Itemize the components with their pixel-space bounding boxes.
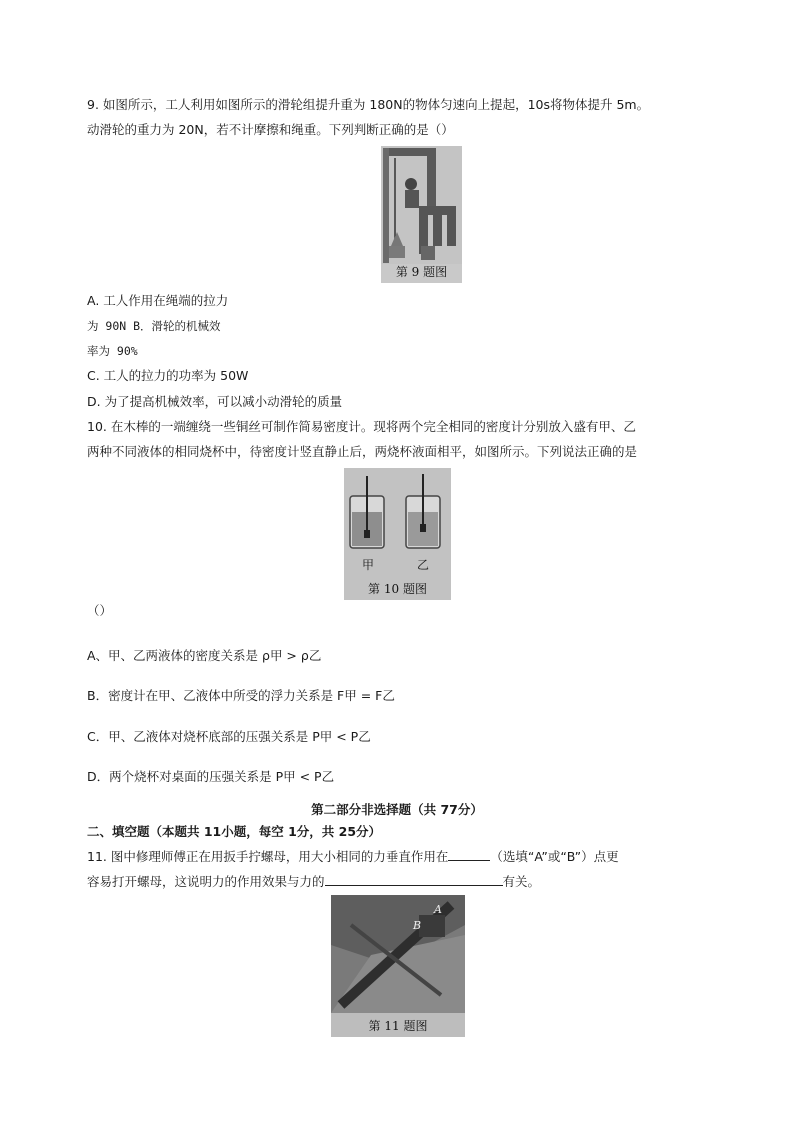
q9-figure-caption: 第 9 题图 (395, 265, 448, 279)
q10-paren: （） (87, 603, 113, 618)
q10-stem-line1: 10. 在木棒的一端缠绕一些铜丝可制作简易密度计。现将两个完全相同的密度计分别放入盛有甲、乙 (87, 419, 636, 434)
pulley-diagram (381, 146, 462, 264)
section-heading: 二、填空题（本题共 11小题，每空 1分，共 25分） (87, 824, 382, 839)
q10-stem-line2: 两种不同液体的相同烧杯中，待密度计竖直静止后，两烧杯液面相平，如图所示。下列说法正确的是 (87, 444, 638, 459)
q10-option-d: D．两个烧杯对桌面的压强关系是 P甲 < P乙 (87, 769, 335, 784)
q9-option-b-cont: 率为 90% (87, 344, 138, 358)
q10-option-a: A、甲、乙两液体的密度关系是 ρ甲 > ρ乙 (87, 648, 322, 663)
q11-line1 (87, 847, 619, 866)
part2-heading: 第二部分非选择题（共 77分） (311, 802, 483, 817)
q11-line1-text-a: 11. 图中修理师傅正在用扳手拧螺母，用大小相同的力垂直作用在 (87, 849, 449, 864)
label-yi: 乙 (417, 558, 430, 572)
q9-figure (381, 146, 462, 283)
q10-option-c: C．甲、乙液体对烧杯底部的压强关系是 P甲 < P乙 (87, 729, 371, 744)
point-label-a: A (434, 903, 442, 916)
q10-figure-caption: 第 10 题图 (368, 582, 427, 596)
q10-option-b: B．密度计在甲、乙液体中所受的浮力关系是 F甲 = F乙 (87, 688, 395, 703)
point-label-b: B (413, 919, 422, 932)
q9-stem-line1: 9. 如图所示，工人利用如图所示的滑轮组提升重为 180N的物体匀速向上提起，10s将物体提升 5m。 (87, 97, 650, 112)
q11-line2-text-b: 有关。 (502, 874, 541, 889)
q9-option-c: C. 工人的拉力的功率为 50W (87, 368, 249, 383)
q11-line1-text-b: （选填“A”或“B”）点更 (490, 849, 619, 864)
q11-blank-2[interactable] (325, 872, 503, 886)
q9-stem-line2: 动滑轮的重力为 20N，若不计摩擦和绳重。下列判断正确的是（） (87, 122, 454, 137)
q11-figure-caption: 第 11 题图 (368, 1019, 428, 1033)
q10-figure (344, 468, 451, 600)
label-jia: 甲 (362, 558, 375, 572)
q11-figure (331, 895, 465, 1037)
q11-line2 (87, 872, 540, 891)
q9-option-d: D. 为了提高机械效率，可以减小动滑轮的质量 (87, 394, 343, 409)
q11-blank-1[interactable] (448, 847, 490, 861)
q9-option-a-cont: 为 90N B．滑轮的机械效 (87, 319, 221, 333)
q11-line2-text-a: 容易打开螺母，这说明力的作用效果与力的 (87, 874, 325, 889)
q9-option-a: A. 工人作用在绳端的拉力 (87, 293, 229, 308)
wrench-photo (331, 895, 465, 1013)
